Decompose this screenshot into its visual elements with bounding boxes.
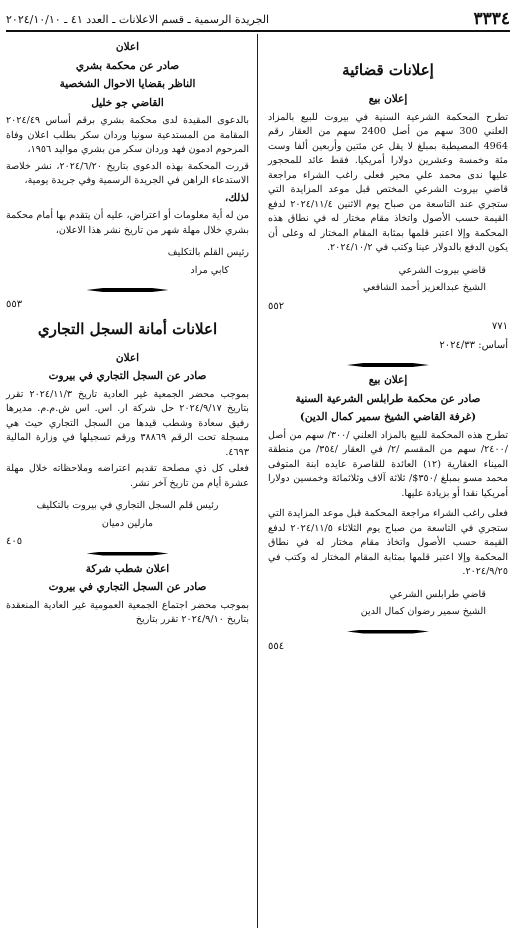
case-basis: أساس: ٢٠٢٤/٣٣ [439,339,508,351]
signature-block [6,246,249,278]
signature-block [268,264,486,296]
notice-body: تطرح المحكمة الشرعية السنية في بيروت للبيع بالمزاد العلني 300 سهم من أصل 2400 سهم من العقار رقم 4964 المصيطبة بمبلغ لا يقل عن مئتين وأربعين ألفا وست مئة وخمسة وعشرين دولارا أمريكيا. فقط عائد للمحجور عليها ندى محمد علي محير فعلى راغب الشراء مراجعة قاضي بيروت الشرعي المختص قبل موعد المزايدة التي ستجري عند التاسعة من صباح يوم الاثنين ٢٠٢٤/١١/٤ لدفع القيمة حسب الأصول واتخاذ مقام مختار له في نطاق هذه المحكمة وإلا اعتبر قلمها بمثابة المقام المختار له وعلى أن يكون الدفع بالدولار عينا وكتب في ٢٠٢٤/١٠/٢. [268,111,509,253]
notice-body: تطرح هذه المحكمة للبيع بالمزاد العلني /٣٠٠/ سهم من أصل /٢٤٠٠/ سهم من المقسم /٢/ في العقار /٣٥٤/ من منطقة الميناء العقارية (١٢) العائدة للقاصرة عايده ابنة المتوفى محمد مسو بمبلغ /٣٥٠$/ ثلاثة آلاف وثلاثمائة وخمسين دولارا أمريكيا نقدا أو بزيادة عليها. [268,429,508,499]
notice-heading: اعلان [115,41,140,53]
notice-body-3: من له أية معلومات أو اعتراض، عليه أن يتقدم بها أمام محكمة بشري خلال مهلة شهر من تاريخ نشر هذا الاعلان، [6,210,249,236]
notice-number: ٤٠٥ [6,536,23,547]
notice-body-2: فعلى راغب الشراء مراجعة المحكمة قبل موعد المزايدة التي ستجري في التاسعة من صباح يوم الثلاثاء ٢٠٢٤/١١/٥ لدفع القيمة حسب الأصول واتخاذ مقام مختار له في نطاق المحكمة وإلا اعتبر قلمها بمثابة المقام المختار له وكتب في ٢٠٢٤/٩/٢٥. [268,508,508,577]
notice-body: بالدعوى المقيدة لدى محكمة بشري برقم أساس ٢٠٢٤/٤٩ المقامة من المستدعية سونيا وردان سكر بطلب اعلان وفاة المرحوم ادمون فهد وردان سكر من بشري مواليد ١٩٥٦، [6,115,249,155]
signature-title: قاضي طرابلس الشرعي [389,588,486,600]
signature-name: كابي مراد [190,264,229,276]
notice-subheading: صادر عن محكمة بشري [75,59,180,72]
notice-number: ٥٥٤ [268,640,285,652]
signature-block [6,499,249,531]
left-column [6,38,249,630]
separator-ornament [6,288,249,292]
reference-number: ٧٧١ [491,321,508,332]
signature-name: مارلين دميان [101,517,154,529]
separator-ornament [268,363,508,367]
notice-number: ٥٥٣ [6,299,23,310]
section-title-judicial: إعلانات قضائية [342,61,434,79]
notice-company-deregistration [6,562,249,628]
section-title-commercial-registry: اعلانات أمانة السجل التجاري [37,319,218,338]
notice-subheading-chamber: (غرفة القاضي الشيخ سمير كمال الدين) [299,411,477,423]
separator-ornament [6,552,249,556]
notice-body-2: قررت المحكمة بهذه الدعوى بتاريخ ٢٠٢٤/٦/٢٠، نشر خلاصة الاستدعاء الراهن في الجريدة الرسمية وفي جريدة يومية، [6,160,250,186]
notice-sale-tripoli [268,320,508,654]
signature-title: قاضي بيروت الشرعي [398,264,486,276]
notice-heading: اعلان [115,351,140,364]
notice-subheading: صادر عن محكمة طرابلس الشرعية السنية [295,392,481,405]
notice-number: ٥٥٢ [268,300,285,312]
notice-bcharre-court [6,40,249,313]
notice-sale-beirut [268,92,508,314]
signature-title: رئيس قلم السجل التجاري في بيروت بالتكليف [36,500,219,511]
separator-ornament [268,630,508,634]
signature-name: الشيخ عبدالعزيز أحمد الشافعي [363,282,486,293]
notice-heading: اعلان شطب شركة [85,562,170,575]
page-header [6,8,510,32]
notice-registry-dissolution [6,351,249,556]
notice-heading: إعلان بيع [368,93,408,105]
notice-body: بموجب محضر اجتماع الجمعية العمومية غير العادية المنعقدة بتاريخ ٢٠٢٤/٩/١٠ تقرر بتاريخ [6,599,249,625]
right-column [268,38,508,660]
column-divider [257,34,258,928]
notice-judge: القاضي جو خليل [91,96,164,109]
notice-subheading: صادر عن السجل التجاري في بيروت [48,370,207,382]
notice-body-2: فعلى كل ذي مصلحة تقديم اعتراضه وملاحظاته خلال مهلة عشرة أيام من تاريخ آخر نشر. [6,463,249,489]
notice-heading: إعلان بيع [368,374,408,386]
notice-body: بموجب محضر الجمعية غير العادية تاريخ ٢٠٢٤/١١/٣ تقرر بتاريخ ٢٠٢٤/٩/١٧ حل شركة ار. اس. اس ش.م.م. مديرها رفيق سعادة وشطب قيدها من السجل التجاري حيث هي مسجلة تحت الرقم ٣٨٨٦٩ ورقم تسجيلها في وزارة المالية ٤٦٩٣. [6,388,249,458]
notice-subheading: صادر عن السجل التجاري في بيروت [48,581,207,593]
page-number: ٣٣٣٤ [473,9,510,29]
notice-lead: لذلك، [224,191,249,204]
notice-subheading-2: الناظر بقضايا الاحوال الشخصية [59,78,196,90]
signature-name: الشيخ سمير رضوان كمال الدين [360,606,486,617]
signature-title: رئيس القلم بالتكليف [167,247,249,258]
header-title: الجريدة الرسمية ـ قسم الاعلانات ـ العدد ٤١ ـ ٢٠٢٤/١٠/١٠ [6,12,270,26]
signature-block [268,588,486,620]
